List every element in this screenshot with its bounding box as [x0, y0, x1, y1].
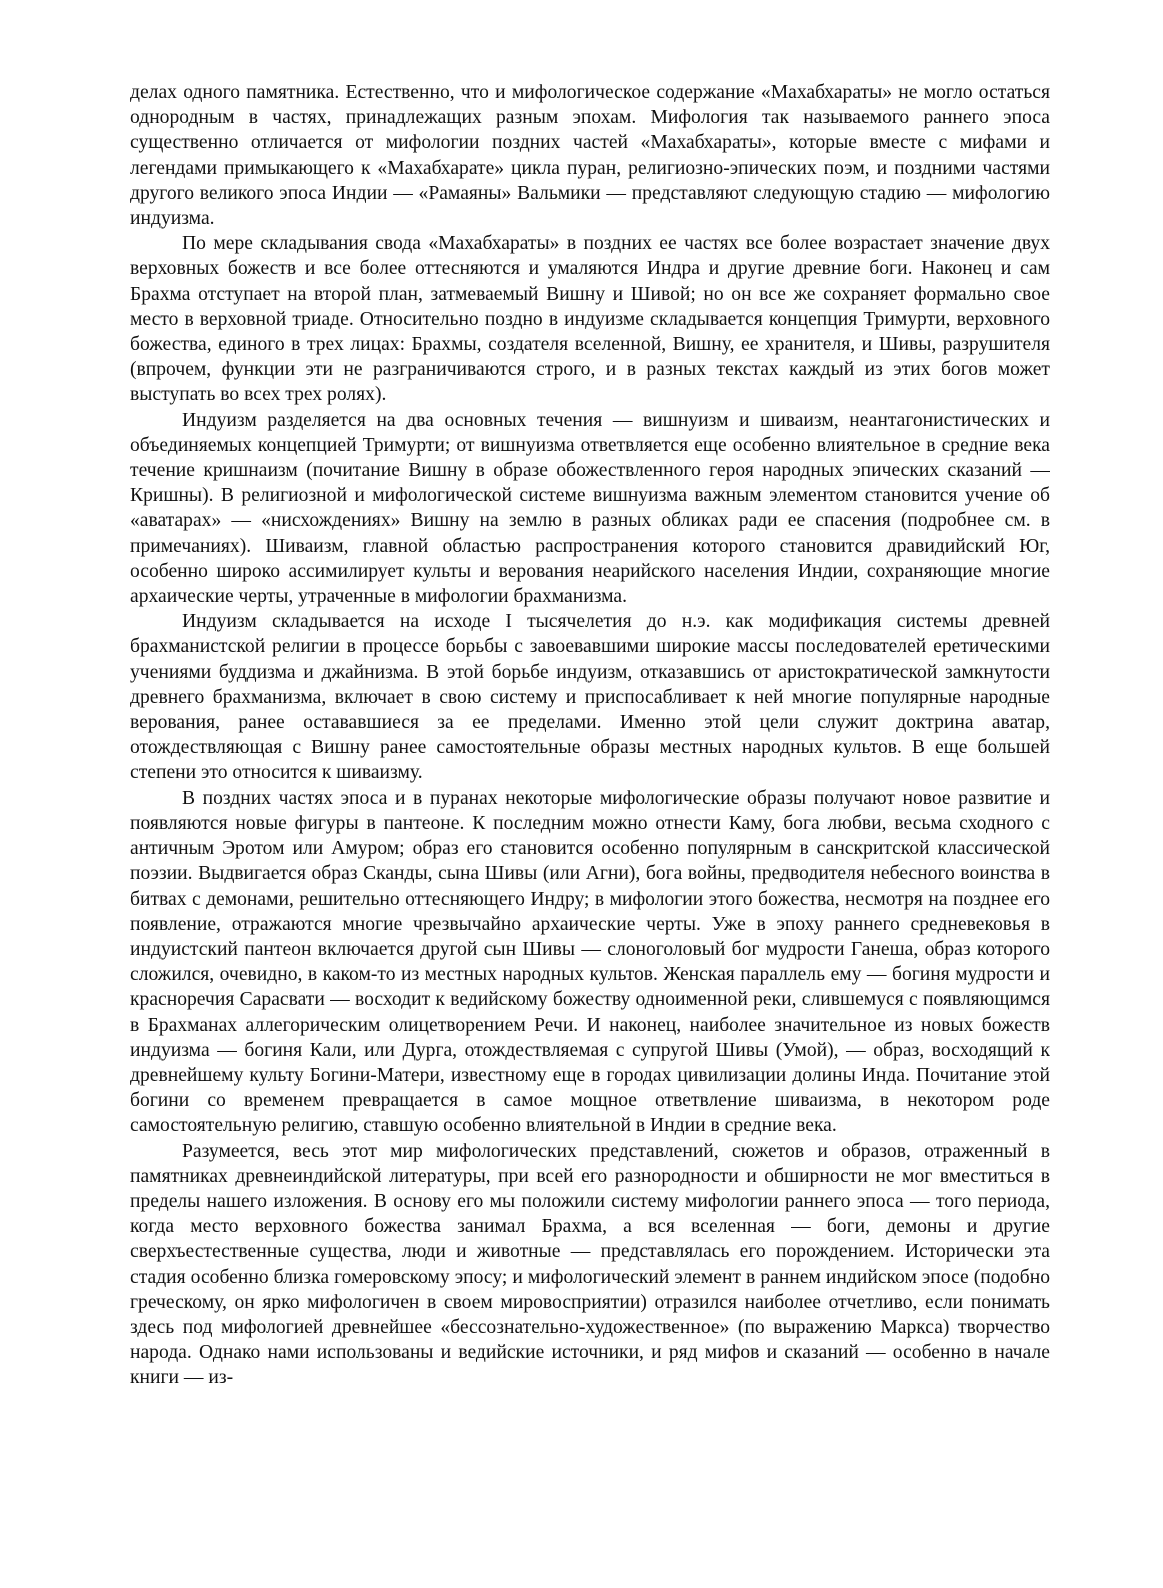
paragraph: Индуизм разделяется на два основных течения — вишнуизм и шиваизм, неантагонистических и объединяемых концепцией Тримурти; от вишнуизма ответвляется еще особенно влиятельное в средние века течение кришнаизм (почитание Вишну в образе обожествленного героя народных эпических сказаний — Кришны). В религиозной и мифологической системе вишнуизма важным элементом становится учение об «аватарах» — «нисхождениях» Вишну на землю в разных обликах ради ее спасения (подробнее см. в примечаниях). Шиваизм, главной областью распространения которого становится дравидийский Юг, особенно широко ассимилирует культы и верования неарийского населения Индии, сохраняющие многие архаические черты, утраченные в мифологии брахманизма.	[130, 409, 1050, 608]
paragraph: Разумеется, весь этот мир мифологических представлений, сюжетов и образов, отраженный в памятниках древнеиндийской литературы, при всей его разнородности и обширности не мог вместиться в пределы нашего изложения. В основу его мы положили систему мифологии раннего эпоса — того периода, когда место верховного божества занимал Брахма, а вся вселенная — боги, демоны и другие сверхъестественные существа, люди и животные — представлялась его порождением. Исторически эта стадия особенно близка гомеровскому эпосу; и мифологический элемент в раннем индийском эпосе (подобно греческому, он ярко мифологичен в своем мировосприятии) отразился наиболее отчетливо, если понимать здесь под мифологией древнейшее «бессознательно-художественное» (по выражению Маркса) творчество народа. Однако нами использованы и ведийские источники, и ряд мифов и сказаний — особенно в начале книги — из-	[130, 1140, 1050, 1389]
paragraph: По мере складывания свода «Махабхараты» в поздних ее частях все более возрастает значение двух верховных божеств и все более оттесняются и умаляются Индра и другие древние боги. Наконец и сам Брахма отступает на второй план, затмеваемый Вишну и Шивой; но он все же сохраняет формально свое место в верховной триаде. Относительно поздно в индуизме складывается концепция Тримурти, верховного божества, единого в трех лицах: Брахмы, создателя вселенной, Вишну, ее хранителя, и Шивы, разрушителя (впрочем, функции эти не разграничиваются строго, и в разных текстах каждый из этих богов может выступать во всех трех ролях).	[130, 233, 1050, 406]
paragraph: делах одного памятника. Естественно, что и мифологическое содержание «Махабхараты» не могло остаться однородным в частях, принадлежащих разным эпохам. Мифология так называемого раннего эпоса существенно отличается от мифологии поздних частей «Махабхараты», которые вместе с мифами и легендами примыкающего к «Махабхарате» цикла пуран, религиозно-эпических поэм, и поздними частями другого великого эпоса Индии — «Рамаяны» Вальмики — представляют следующую стадию — мифологию индуизма.	[130, 82, 1050, 230]
paragraph: Индуизм складывается на исходе I тысячелетия до н.э. как модификация системы древней брахманистской религии в процессе борьбы с завоевавшими широкие массы последователей еретическими учениями буддизма и джайнизма. В этой борьбе индуизм, отказавшись от аристократической замкнутости древнего брахманизма, включает в свою систему и приспосабливает к ней многие популярные народные верования, ранее остававшиеся за ее пределами. Именно этой цели служит доктрина аватар, отождествляющая с Вишну ранее самостоятельные образы местных народных культов. В еще большей степени это относится к шиваизму.	[130, 611, 1050, 784]
paragraph: В поздних частях эпоса и в пуранах некоторые мифологические образы получают новое развитие и появляются новые фигуры в пантеоне. К последним можно отнести Каму, бога любви, весьма сходного с античным Эротом или Амуром; образ его становится особенно популярным в санскритской классической поэзии. Выдвигается образ Сканды, сына Шивы (или Агни), бога войны, предводителя небесного воинства в битвах с демонами, решительно оттесняющего Индру; в мифологии этого божества, несмотря на позднее его появление, отражаются многие чрезвычайно архаические черты. Уже в эпоху раннего средневековья в индуистский пантеон включается другой сын Шивы — слоноголовый бог мудрости Ганеша, образ которого сложился, очевидно, в каком-то из местных народных культов. Женская параллель ему — богиня мудрости и красноречия Сарасвати — восходит к ведийскому божеству одноименной реки, слившемуся с появляющимся в Брахманах аллегорическим олицетворением Речи. И наконец, наиболее значительное из новых божеств индуизма — богиня Кали, или Дурга, отождествляемая с супругой Шивы (Умой), — образ, восходящий к древнейшему культу Богини-Матери, известному еще в городах цивилизации долины Инда. Почитание этой богини со временем превращается в самое мощное ответвление шиваизма, в некотором роде самостоятельную религию, ставшую особенно влиятельной в Индии в средние века.	[130, 787, 1050, 1137]
book-page	[130, 80, 1050, 1570]
